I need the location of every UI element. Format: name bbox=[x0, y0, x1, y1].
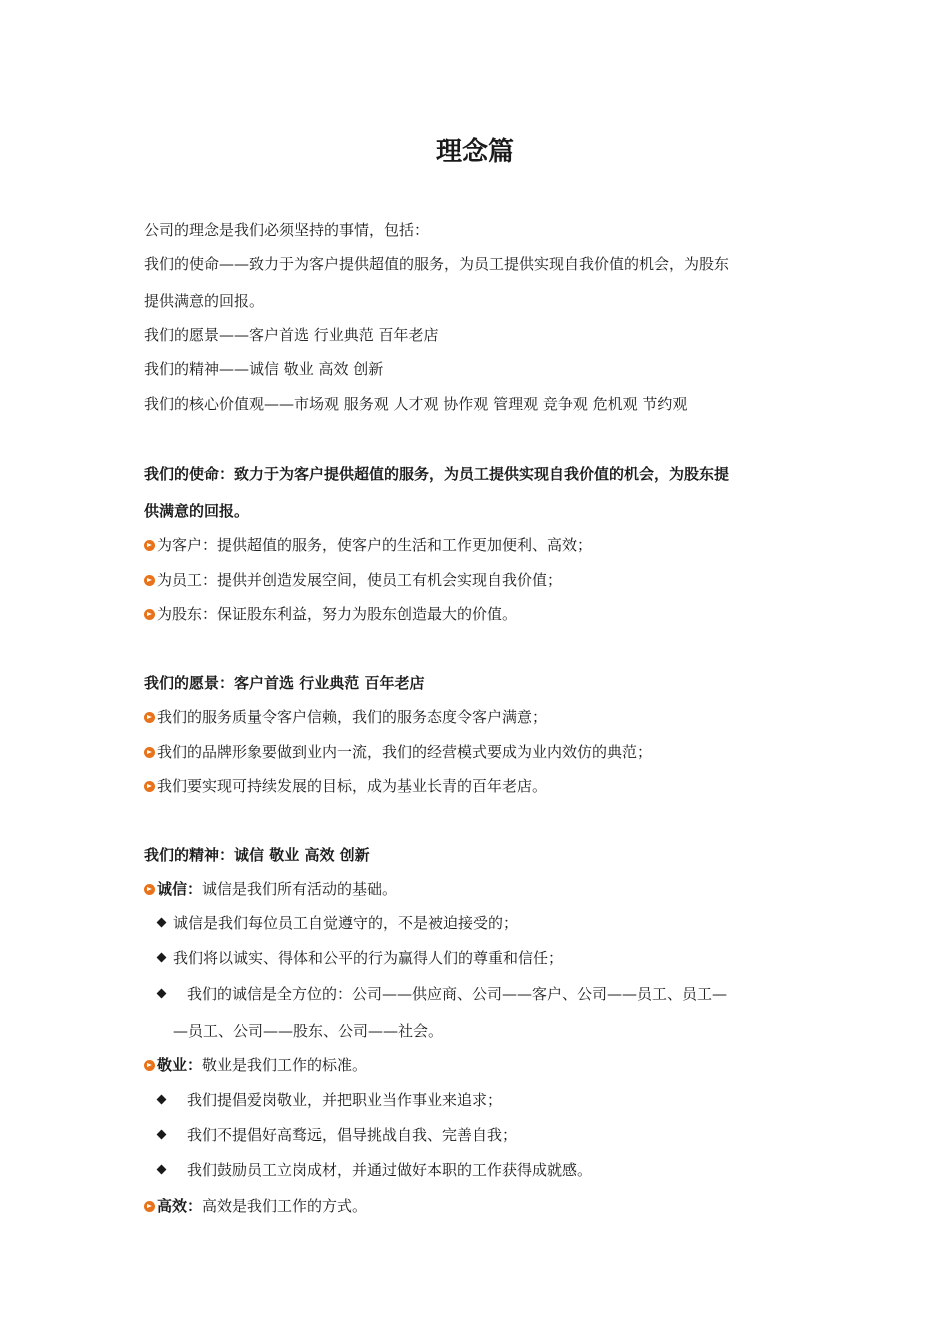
efficiency-label: 高效： bbox=[157, 1197, 203, 1215]
page-title: 理念篇 bbox=[435, 137, 514, 167]
dedication-sub-text: 我们鼓励员工立岗成材，并通过做好本职的工作获得成就感。 bbox=[187, 1161, 593, 1179]
arrow-bullet-icon bbox=[144, 781, 155, 792]
mission-heading-line1: 我们的使命：致力于为客户提供超值的服务，为员工提供实现自我价值的机会，为股东提 bbox=[144, 465, 730, 483]
dedication-sub-text: 我们不提倡好高骛远，倡导挑战自我、完善自我； bbox=[187, 1126, 518, 1144]
arrow-bullet-icon bbox=[144, 609, 155, 620]
intro-values: 我们的核心价值观——市场观 服务观 人才观 协作观 管理观 竞争观 危机观 节约观 bbox=[144, 395, 688, 413]
integrity-sub-text: 我们将以诚实、得体和公平的行为赢得人们的尊重和信任； bbox=[173, 949, 564, 967]
diamond-bullet-icon bbox=[157, 1130, 167, 1140]
intro-vision: 我们的愿景——客户首选 行业典范 百年老店 bbox=[144, 326, 439, 344]
mission-heading-line2: 供满意的回报。 bbox=[144, 502, 250, 520]
dedication-text: 敬业是我们工作的标准。 bbox=[202, 1056, 368, 1074]
arrow-bullet-icon bbox=[144, 540, 155, 551]
list-item bbox=[144, 533, 814, 557]
sub-list-item bbox=[158, 1158, 828, 1182]
diamond-bullet-icon bbox=[157, 953, 167, 963]
dedication-label: 敬业： bbox=[157, 1056, 203, 1074]
integrity-sub-text-line2: —员工、公司——股东、公司——社会。 bbox=[173, 1022, 444, 1040]
intro-mission-line2: 提供满意的回报。 bbox=[144, 292, 265, 310]
spirit-heading: 我们的精神：诚信 敬业 高效 创新 bbox=[144, 846, 370, 864]
intro-mission-line1: 我们的使命——致力于为客户提供超值的服务，为员工提供实现自我价值的机会，为股东 bbox=[144, 255, 730, 273]
diamond-bullet-icon bbox=[157, 1165, 167, 1175]
integrity-item bbox=[144, 877, 814, 901]
sub-list-item bbox=[158, 911, 828, 935]
list-item bbox=[144, 774, 814, 798]
efficiency-text: 高效是我们工作的方式。 bbox=[202, 1197, 368, 1215]
efficiency-item bbox=[144, 1194, 814, 1218]
arrow-bullet-icon bbox=[144, 747, 155, 758]
mission-item-text: 为客户：提供超值的服务，使客户的生活和工作更加便利、高效； bbox=[157, 536, 593, 554]
intro-lead: 公司的理念是我们必须坚持的事情，包括： bbox=[144, 221, 430, 239]
sub-list-item bbox=[158, 1088, 828, 1112]
dedication-sub-text: 我们提倡爱岗敬业，并把职业当作事业来追求； bbox=[187, 1091, 503, 1109]
diamond-bullet-icon bbox=[157, 989, 167, 999]
arrow-bullet-icon bbox=[144, 1060, 155, 1071]
intro-spirit: 我们的精神——诚信 敬业 高效 创新 bbox=[144, 360, 384, 378]
mission-item-text: 为员工：提供并创造发展空间，使员工有机会实现自我价值； bbox=[157, 571, 563, 589]
arrow-bullet-icon bbox=[144, 575, 155, 586]
integrity-sub-text-line1: 我们的诚信是全方位的：公司——供应商、公司——客户、公司——员工、员工— bbox=[187, 985, 728, 1003]
vision-item-text: 我们要实现可持续发展的目标，成为基业长青的百年老店。 bbox=[157, 777, 548, 795]
sub-list-item bbox=[158, 982, 828, 1006]
integrity-text: 诚信是我们所有活动的基础。 bbox=[202, 880, 398, 898]
list-item bbox=[144, 602, 814, 626]
sub-list-item bbox=[158, 946, 828, 970]
diamond-bullet-icon bbox=[157, 918, 167, 928]
arrow-bullet-icon bbox=[144, 884, 155, 895]
arrow-bullet-icon bbox=[144, 712, 155, 723]
list-item bbox=[144, 740, 814, 764]
vision-item-text: 我们的服务质量令客户信赖，我们的服务态度令客户满意； bbox=[157, 708, 548, 726]
sub-list-item bbox=[158, 1123, 828, 1147]
vision-heading: 我们的愿景：客户首选 行业典范 百年老店 bbox=[144, 674, 425, 692]
list-item bbox=[144, 568, 814, 592]
dedication-item bbox=[144, 1053, 814, 1077]
integrity-label: 诚信： bbox=[157, 880, 203, 898]
diamond-bullet-icon bbox=[157, 1095, 167, 1105]
vision-item-text: 我们的品牌形象要做到业内一流，我们的经营模式要成为业内效仿的典范； bbox=[157, 743, 653, 761]
arrow-bullet-icon bbox=[144, 1201, 155, 1212]
list-item bbox=[144, 705, 814, 729]
mission-item-text: 为股东：保证股东利益，努力为股东创造最大的价值。 bbox=[157, 605, 518, 623]
integrity-sub-text: 诚信是我们每位员工自觉遵守的，不是被迫接受的； bbox=[173, 914, 519, 932]
